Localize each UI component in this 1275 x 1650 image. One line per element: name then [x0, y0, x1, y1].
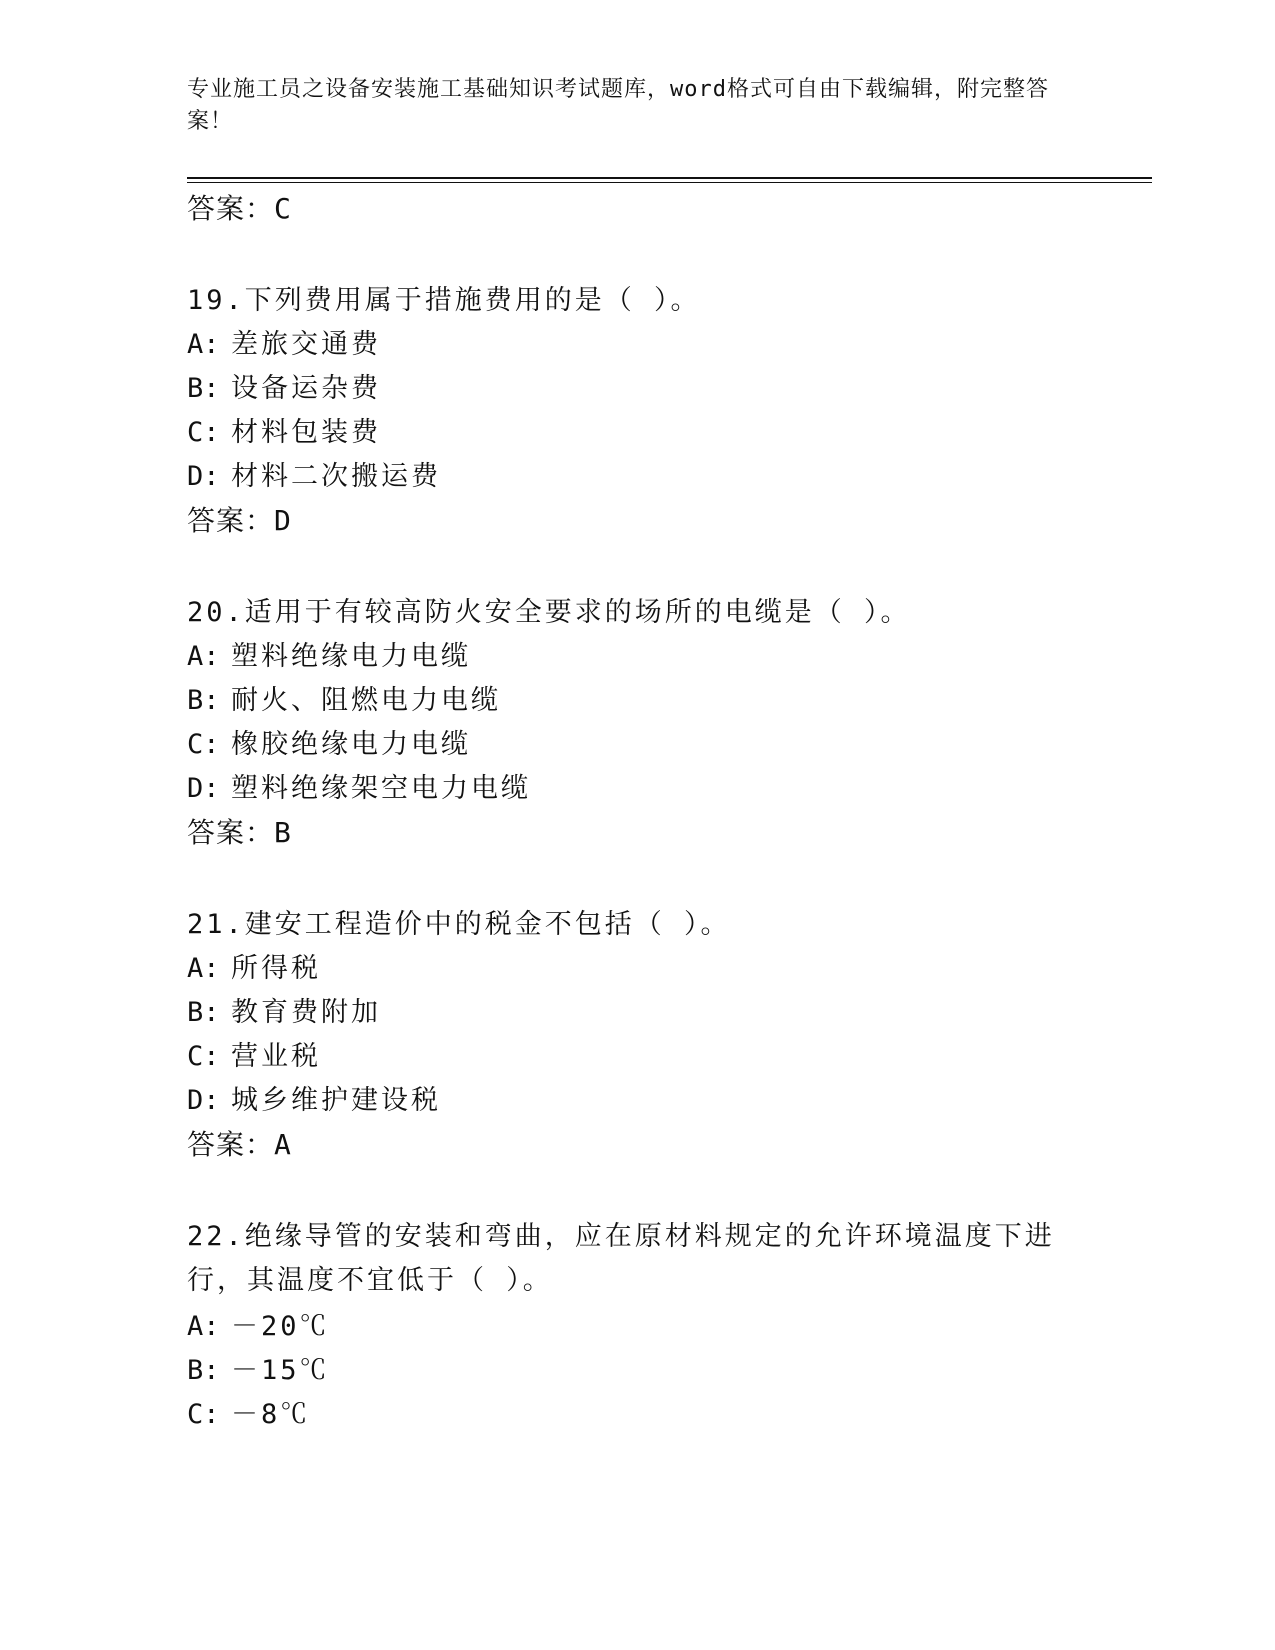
question-19-option-c [187, 415, 381, 451]
option-text: 营业税 [231, 1041, 321, 1072]
option-text: 材料二次搬运费 [231, 461, 441, 492]
option-text: 橡胶绝缘电力电缆 [231, 729, 471, 760]
previous-answer: 答案：C [187, 192, 292, 225]
document-header: 专业施工员之设备安装施工基础知识考试题库，word格式可自由下载编辑，附完整答案！ [187, 77, 1049, 134]
option-label: A: [187, 641, 220, 672]
question-22-stem: 22.绝缘导管的安装和弯曲，应在原材料规定的允许环境温度下进行，其温度不宜低于（ ）。 [187, 1221, 1055, 1296]
option-text: 材料包装费 [231, 417, 381, 448]
option-text: －15℃ [231, 1355, 330, 1386]
option-label: D: [187, 461, 220, 492]
question-21-answer: 答案：A [187, 1128, 292, 1161]
question-21-option-d [187, 1083, 441, 1119]
option-text: 城乡维护建设税 [231, 1085, 441, 1116]
option-text: 塑料绝缘电力电缆 [231, 641, 471, 672]
question-21-option-b [187, 995, 381, 1031]
question-21-option-c [187, 1039, 321, 1075]
question-21-option-a [187, 951, 321, 987]
option-label: A: [187, 329, 220, 360]
option-label: D: [187, 773, 220, 804]
question-21-stem: 21.建安工程造价中的税金不包括（ ）。 [187, 909, 731, 940]
option-label: C: [187, 1041, 220, 1072]
question-22-option-c [187, 1397, 310, 1433]
question-19-answer: 答案：D [187, 504, 292, 537]
option-label: A: [187, 953, 220, 984]
header-divider [187, 177, 1152, 179]
option-text: －20℃ [231, 1311, 330, 1342]
option-text: 耐火、阻燃电力电缆 [231, 685, 501, 716]
question-20-option-c [187, 727, 471, 763]
option-label: B: [187, 685, 220, 716]
question-19-option-a [187, 327, 381, 363]
option-label: C: [187, 729, 220, 760]
question-20-option-d [187, 771, 531, 807]
option-text: －8℃ [231, 1399, 311, 1430]
question-20-stem: 20.适用于有较高防火安全要求的场所的电缆是（ ）。 [187, 597, 911, 628]
option-label: B: [187, 997, 220, 1028]
option-text: 塑料绝缘架空电力电缆 [231, 773, 531, 804]
header-divider-thin [187, 182, 1152, 183]
option-label: A: [187, 1311, 220, 1342]
option-text: 教育费附加 [231, 997, 381, 1028]
question-19-option-b [187, 371, 381, 407]
question-20-option-a [187, 639, 471, 675]
question-19-option-d [187, 459, 441, 495]
option-label: B: [187, 1355, 220, 1386]
option-text: 差旅交通费 [231, 329, 381, 360]
option-text: 设备运杂费 [231, 373, 381, 404]
option-label: C: [187, 417, 220, 448]
option-label: D: [187, 1085, 220, 1116]
question-22-option-a [187, 1309, 330, 1345]
option-text: 所得税 [231, 953, 321, 984]
question-22-option-b [187, 1353, 330, 1389]
question-19-stem: 19.下列费用属于措施费用的是（ ）。 [187, 285, 701, 316]
option-label: C: [187, 1399, 220, 1430]
question-20-answer: 答案：B [187, 816, 292, 849]
option-label: B: [187, 373, 220, 404]
question-20-option-b [187, 683, 501, 719]
